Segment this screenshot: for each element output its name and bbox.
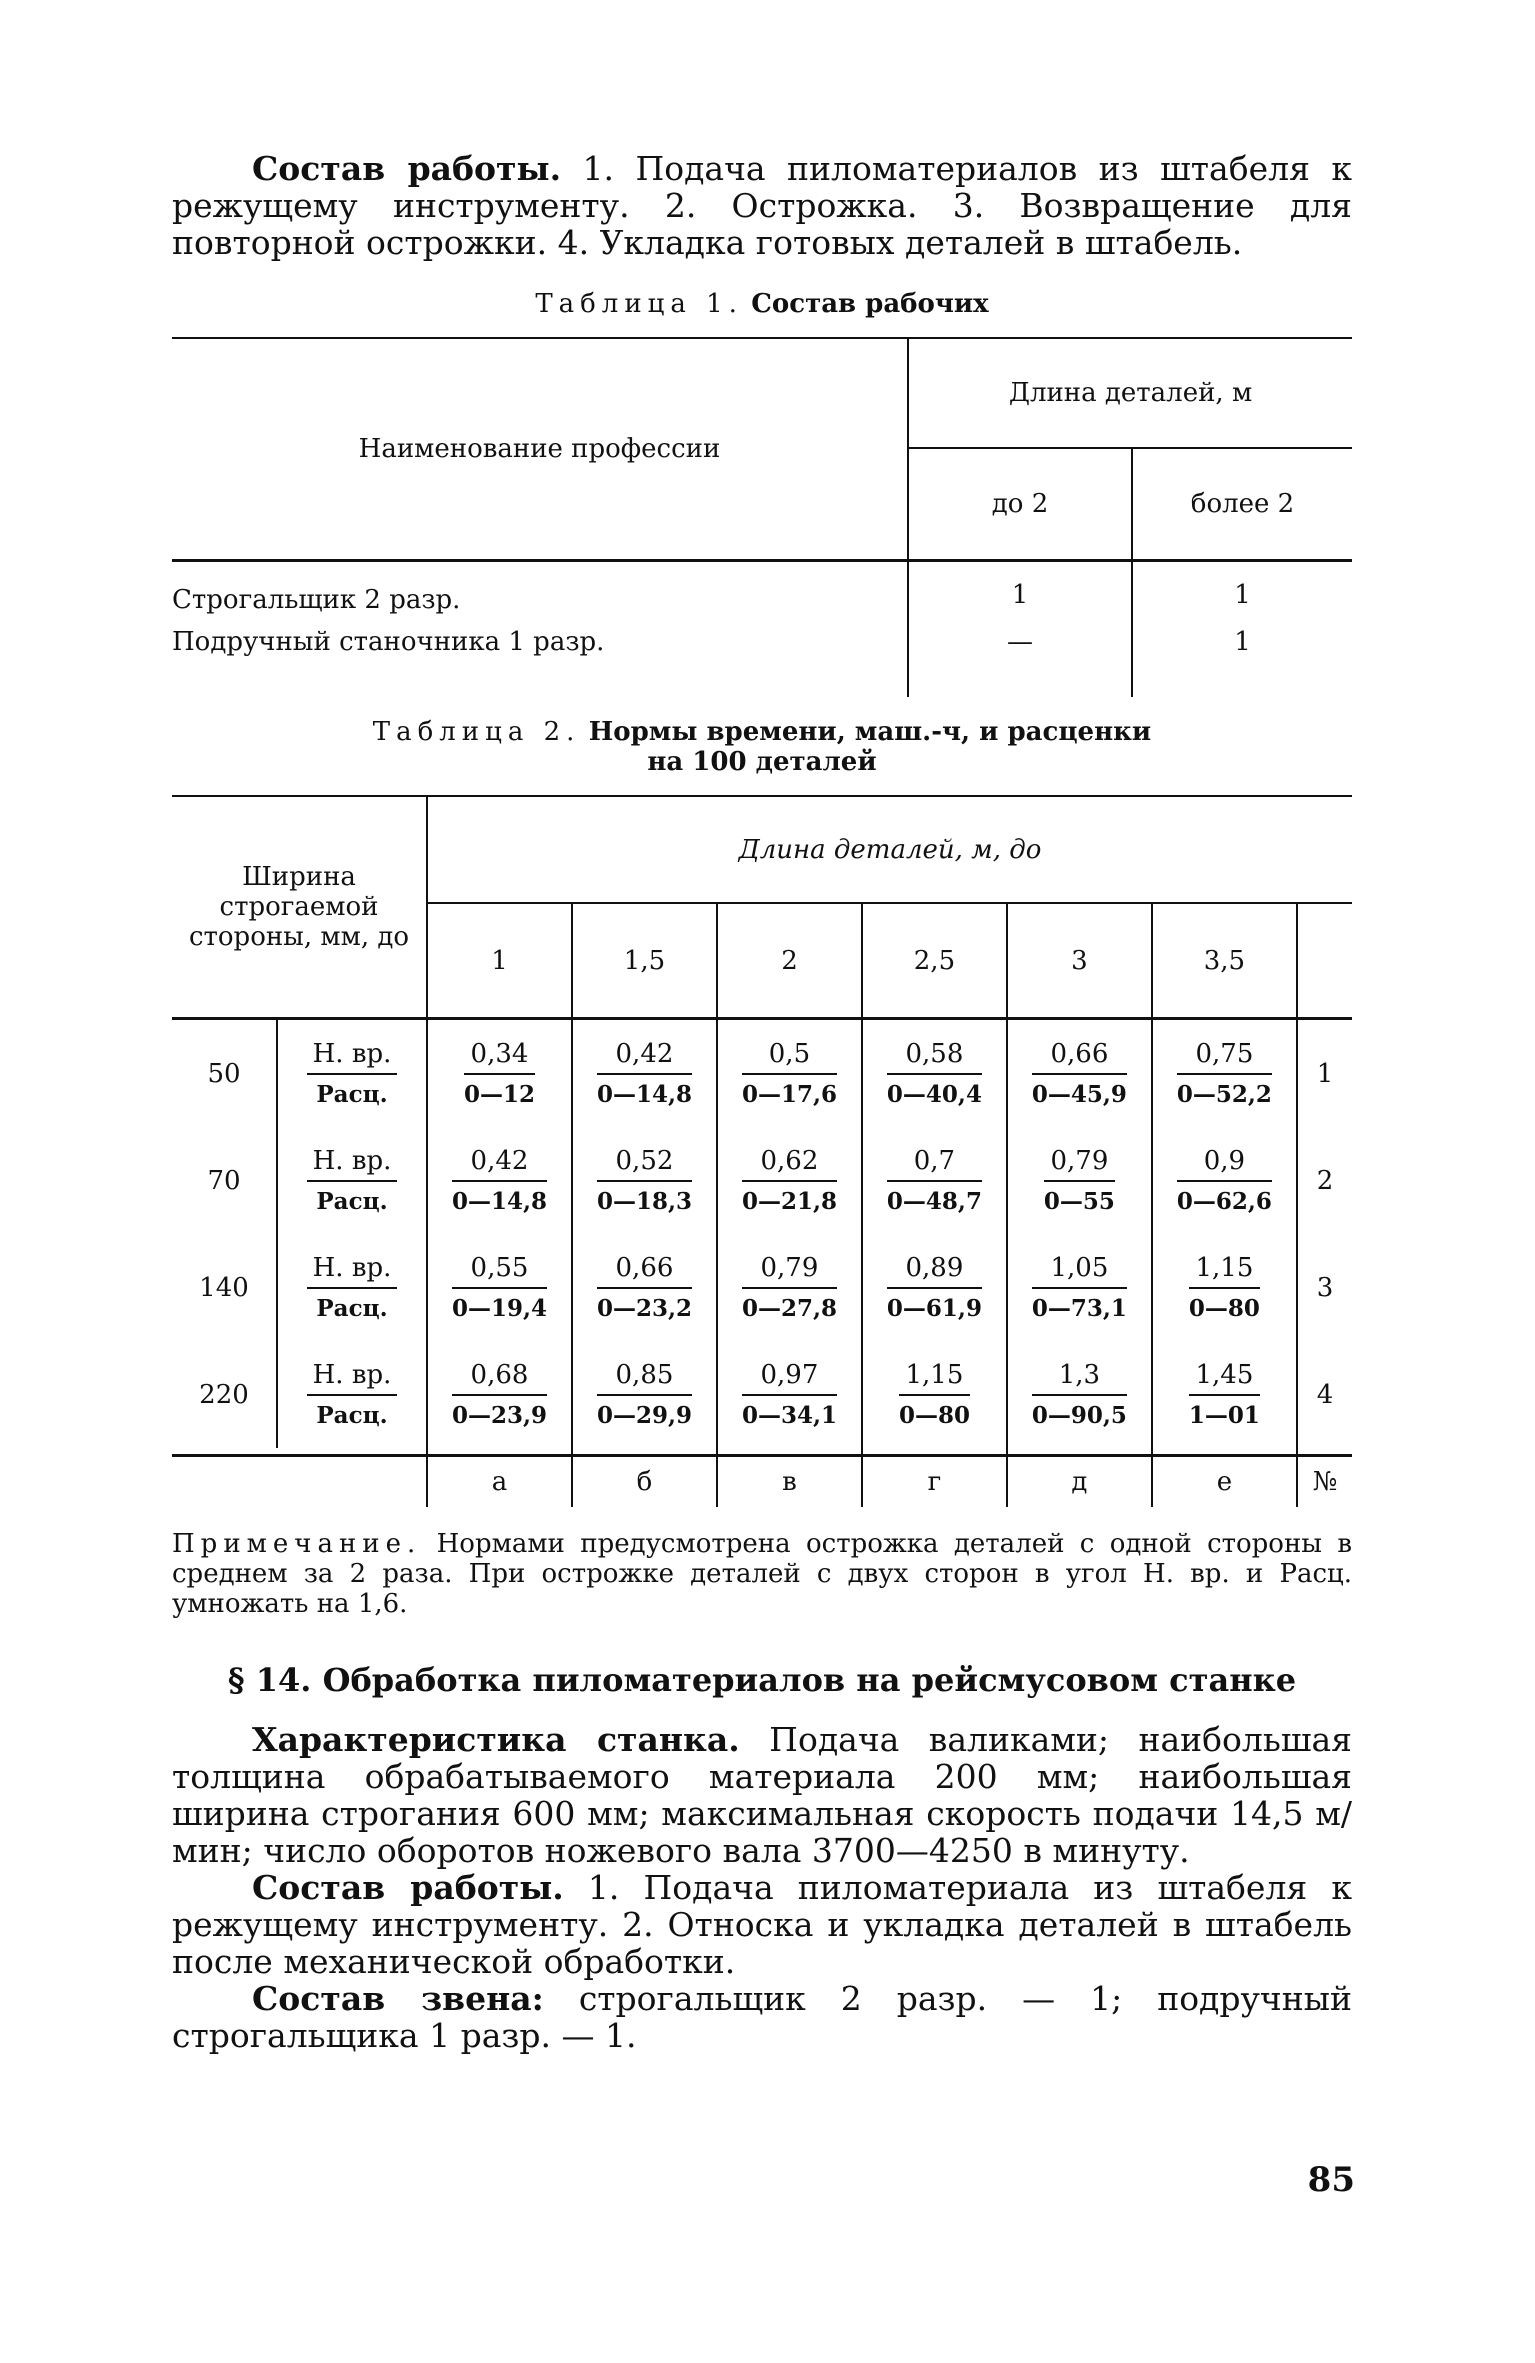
intro-lead: Состав работы. <box>252 149 562 188</box>
row-width: 220 <box>199 1379 249 1410</box>
norm-cell: $\frac{0,66}{0—23,2}$ <box>572 1234 717 1341</box>
page-number: 85 <box>1307 2160 1355 2200</box>
table2-note: Примечание. Нормами предусмотрена острожка деталей с одной стороны в среднем за 2 раза. При острожке деталей с двух сторон в угол Н. вр. и Расц. умножать на 1,6. <box>172 1529 1352 1619</box>
row-number: 3 <box>1297 1234 1352 1341</box>
row-label: $\frac{Н. вр.}{\text{Расц.}}$ <box>277 1234 427 1341</box>
norm-cell: $\frac{0,34}{0—12}$ <box>427 1019 572 1128</box>
table-row: Строгальщик 2 разр. 1 1 <box>172 561 1352 628</box>
norm-cell: $\frac{0,62}{0—21,8}$ <box>717 1127 862 1234</box>
norm-cell: $\frac{0,7}{0—48,7}$ <box>862 1127 1007 1234</box>
intro-paragraph <box>172 150 1352 261</box>
row-width: 50 <box>207 1058 241 1089</box>
norm-cell: $\frac{0,9}{0—62,6}$ <box>1152 1127 1297 1234</box>
table1-caption: Таблица 1. Состав рабочих <box>535 289 989 319</box>
row-width: 70 <box>207 1165 241 1196</box>
table2-caption: Таблица 2. Нормы времени, маш.-ч, и расценки на 100 деталей <box>372 717 1152 777</box>
page-content <box>172 150 1352 2054</box>
norm-cell: $\frac{0,97}{0—34,1}$ <box>717 1341 862 1448</box>
table2: Ширина строгаемой стороны, мм, до Длина деталей, м, до 1 1,5 2 2,5 3 3,5 50 $\frac{Н. вр.}{\text{Расц.}}$ $\frac{0,34}{0—12}$ $\frac{0,42}{0—14,8}$ $\frac{0,5}{0—17,6}$ $\frac{0,58}{0—40,4}$ $\frac{0,66}{0—45,9}$ $\frac{0,75}{0—52,2}$ 1 70 $\frac{Н. вр.}{\text{Расц.}}$ $\frac{0,42}{0—14,8}$ $\frac{0,52}{0—18,3}$ $\frac{0,62}{0—21,8}$ $\frac{0,7}{0—48,7}$ $\frac{0,79}{0—55}$ $\frac{0,9}{0—62,6}$ 2 140 $\frac{Н. вр.}{\text{Расц.}}$ $\frac{0,55}{0—19,4}$ $\frac{0,66}{0—23,2}$ $\frac{0,79}{0—27,8}$ $\frac{0,89}{0—61,9}$ $\frac{1,05}{0—73,1}$ $\frac{1,15}{0—80}$ 3 220 $\frac{Н. вр.}{\text{Расц.}}$ $\frac{0,68}{0—23,9}$ $\frac{0,85}{0—29,9}$ $\frac{0,97}{0—34,1}$ $\frac{1,15}{0—80}$ $\frac{1,3}{0—90,5}$ $\frac{1,45}{1—01}$ 4 а б в г д е № <box>172 795 1352 1507</box>
norm-cell: $\frac{1,15}{0—80}$ <box>1152 1234 1297 1341</box>
table2-col-length: Длина деталей, м, до <box>427 796 1352 903</box>
norm-cell: $\frac{1,45}{1—01}$ <box>1152 1341 1297 1448</box>
table-row <box>172 1019 1352 1128</box>
section-paragraph-2: Состав работы. 1. Подача пиломатериала из штабеля к режущему инструменту. 2. Относка и укладка деталей в штабель после механической обработки. <box>172 1868 1352 1981</box>
section-heading: § 14. Обработка пиломатериалов на рейсмусовом станке <box>227 1661 1297 1699</box>
norm-cell: $\frac{0,79}{0—27,8}$ <box>717 1234 862 1341</box>
row-label: $\frac{Н. вр.}{\text{Расц.}}$ <box>277 1019 427 1128</box>
table1 <box>172 337 1352 697</box>
norm-cell: $\frac{1,3}{0—90,5}$ <box>1007 1341 1152 1448</box>
norm-cell: $\frac{0,42}{0—14,8}$ <box>427 1127 572 1234</box>
table-row <box>172 1127 1352 1234</box>
norm-cell: $\frac{0,68}{0—23,9}$ <box>427 1341 572 1448</box>
norm-cell: $\frac{0,89}{0—61,9}$ <box>862 1234 1007 1341</box>
row-label: $\frac{Н. вр.}{\text{Расц.}}$ <box>277 1127 427 1234</box>
table1-col-up2: до 2 <box>908 448 1132 561</box>
row-number: 4 <box>1297 1341 1352 1448</box>
norm-cell: $\frac{0,52}{0—18,3}$ <box>572 1127 717 1234</box>
norm-cell: $\frac{1,05}{0—73,1}$ <box>1007 1234 1152 1341</box>
table-row <box>172 1234 1352 1341</box>
norm-cell: $\frac{1,15}{0—80}$ <box>862 1341 1007 1448</box>
table-row <box>172 1341 1352 1448</box>
row-label: $\frac{Н. вр.}{\text{Расц.}}$ <box>277 1341 427 1448</box>
table1-col-length: Длина деталей, м <box>908 338 1352 448</box>
section-paragraph-1: Характеристика станка. Подача валиками; наибольшая толщина обрабатываемого материала 200 мм; наибольшая ширина строгания 600 мм; максимальная скорость подачи 14,5 м/мин; число оборотов ножевого вала 3700—4250 в минуту. <box>172 1720 1352 1870</box>
norm-cell: $\frac{0,42}{0—14,8}$ <box>572 1019 717 1128</box>
table1-col-profession: Наименование профессии <box>172 338 908 561</box>
table-row: Подручный станочника 1 разр. — 1 <box>172 627 1352 697</box>
row-width: 140 <box>199 1272 249 1303</box>
norm-cell: $\frac{0,79}{0—55}$ <box>1007 1127 1152 1234</box>
section-paragraph-3: Состав звена: строгальщик 2 разр. — 1; подручный строгальщика 1 разр. — 1. <box>172 1979 1352 2055</box>
table2-col-width: Ширина строгаемой стороны, мм, до <box>172 796 427 1019</box>
norm-cell: $\frac{0,75}{0—52,2}$ <box>1152 1019 1297 1128</box>
intro-text: 1. Подача пиломатериалов из штабеля к режущему инструменту. 2. Острожка. 3. Возвращение для повторной острожки. 4. Укладка готовых деталей в штабель. <box>172 149 1352 262</box>
table1-col-over2: более 2 <box>1132 448 1352 561</box>
norm-cell: $\frac{0,5}{0—17,6}$ <box>717 1019 862 1128</box>
row-number: 2 <box>1297 1127 1352 1234</box>
row-number: 1 <box>1297 1019 1352 1128</box>
norm-cell: $\frac{0,55}{0—19,4}$ <box>427 1234 572 1341</box>
norm-cell: $\frac{0,66}{0—45,9}$ <box>1007 1019 1152 1128</box>
norm-cell: $\frac{0,58}{0—40,4}$ <box>862 1019 1007 1128</box>
norm-cell: $\frac{0,85}{0—29,9}$ <box>572 1341 717 1448</box>
